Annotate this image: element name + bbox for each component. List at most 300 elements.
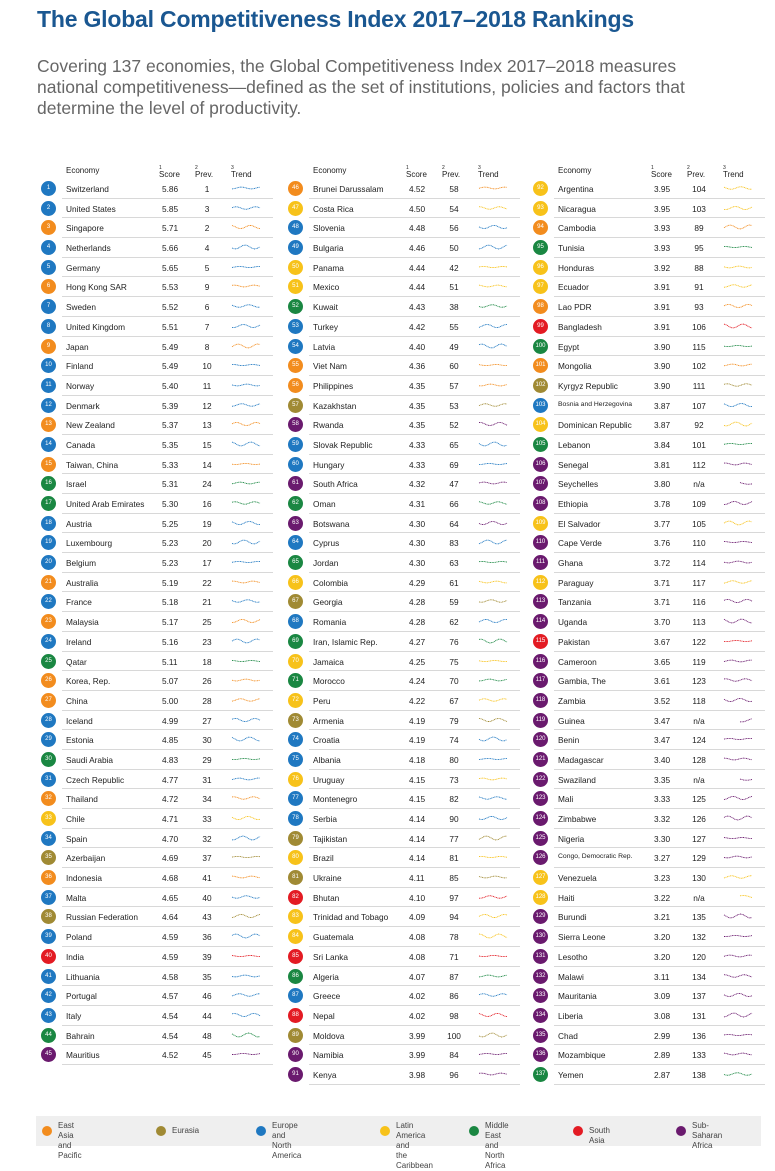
score-value: 3.08 <box>654 1010 671 1021</box>
prev-rank: 83 <box>449 538 459 549</box>
table-row <box>530 396 765 416</box>
score-value: 4.59 <box>162 932 179 943</box>
header-score <box>651 165 672 179</box>
economy-name: Honduras <box>558 262 594 273</box>
trend-sparkline <box>477 341 509 351</box>
table-row <box>38 277 273 297</box>
economy-name: Seychelles <box>558 479 599 490</box>
score-value: 4.44 <box>409 262 426 273</box>
trend-sparkline <box>722 1049 754 1059</box>
score-value: 3.92 <box>654 262 671 273</box>
prev-rank: 22 <box>202 577 212 588</box>
table-row <box>38 848 273 868</box>
economy-name: Sierra Leone <box>558 932 606 943</box>
prev-rank: 127 <box>692 833 706 844</box>
prev-rank: 26 <box>202 676 212 687</box>
trend-sparkline <box>477 1049 509 1059</box>
trend-sparkline <box>230 793 262 803</box>
score-value: 4.83 <box>162 754 179 765</box>
prev-rank: 47 <box>449 479 459 490</box>
rank-badge: 16 <box>41 476 56 491</box>
page-title: The Global Competitiveness Index 2017–2018 Rankings <box>37 6 634 32</box>
prev-rank: 94 <box>449 912 459 923</box>
trend-sparkline <box>477 301 509 311</box>
rank-badge: 84 <box>288 929 303 944</box>
economy-name: Saudi Arabia <box>66 754 114 765</box>
score-value: 5.53 <box>162 282 179 293</box>
economy-name: Bosnia and Herzegovina <box>558 400 633 408</box>
score-value: 3.61 <box>654 676 671 687</box>
score-value: 4.52 <box>409 184 426 194</box>
trend-sparkline <box>230 911 262 921</box>
prev-rank: 66 <box>449 499 459 509</box>
economy-name: Australia <box>66 577 99 588</box>
table-row <box>530 652 765 672</box>
table-row <box>285 533 520 553</box>
trend-sparkline <box>230 1030 262 1040</box>
rank-badge: 69 <box>288 634 303 649</box>
table-row <box>38 691 273 711</box>
table-row <box>285 907 520 927</box>
score-value: 4.64 <box>162 912 179 923</box>
economy-name: Mauritania <box>558 991 597 1002</box>
trend-sparkline <box>230 222 262 232</box>
economy-name: New Zealand <box>66 420 115 431</box>
economy-name: Benin <box>558 735 580 746</box>
economy-name: Algeria <box>313 971 339 982</box>
prev-rank: 51 <box>449 282 459 293</box>
header-score <box>159 165 180 179</box>
table-row <box>530 179 765 199</box>
table-row <box>285 967 520 987</box>
score-value: 3.11 <box>654 971 670 982</box>
table-row <box>285 297 520 317</box>
trend-sparkline <box>722 478 754 488</box>
score-value: 4.42 <box>409 321 426 332</box>
table-row <box>530 553 765 573</box>
prev-rank: 98 <box>449 1010 459 1021</box>
table-row <box>285 376 520 396</box>
rank-badge: 112 <box>533 575 548 590</box>
economy-name: Czech Republic <box>66 774 125 785</box>
rankings-column-2 <box>285 162 520 1085</box>
prev-rank: 7 <box>204 321 210 332</box>
legend-dot <box>469 1126 479 1136</box>
score-value: 5.86 <box>162 184 179 194</box>
score-value: 4.14 <box>409 814 426 824</box>
rank-badge: 89 <box>288 1028 303 1043</box>
rank-badge: 85 <box>288 949 303 964</box>
header-economy: Economy <box>558 166 592 175</box>
trend-sparkline <box>230 1010 262 1020</box>
trend-sparkline <box>477 1069 509 1079</box>
prev-rank: 11 <box>202 380 212 391</box>
trend-sparkline <box>722 222 754 232</box>
score-value: 4.02 <box>409 991 426 1002</box>
economy-name: Zimbabwe <box>558 814 597 824</box>
table-row <box>285 455 520 475</box>
prev-rank: 65 <box>449 439 459 450</box>
economy-name: Ecuador <box>558 282 589 293</box>
trend-sparkline <box>230 301 262 311</box>
table-row <box>530 632 765 652</box>
score-value: 4.59 <box>162 951 179 962</box>
score-value: 5.52 <box>162 302 179 313</box>
trend-sparkline <box>722 400 754 410</box>
prev-rank: 74 <box>449 735 459 746</box>
prev-rank: 95 <box>694 243 704 254</box>
prev-rank: 104 <box>692 184 706 194</box>
table-row <box>530 927 765 947</box>
score-value: 5.11 <box>162 656 178 667</box>
table-row <box>530 337 765 357</box>
score-value: 3.65 <box>654 656 671 667</box>
table-row <box>530 711 765 731</box>
rank-badge: 127 <box>533 870 548 885</box>
economy-name: Ukraine <box>313 873 342 884</box>
table-row <box>38 947 273 967</box>
score-value: 4.54 <box>162 1010 179 1021</box>
table-row <box>285 514 520 534</box>
score-value: 5.33 <box>162 459 179 470</box>
prev-rank: 110 <box>692 538 706 549</box>
prev-rank: 39 <box>202 951 212 962</box>
trend-sparkline <box>722 636 754 646</box>
rank-badge: 87 <box>288 988 303 1003</box>
score-value: 3.93 <box>654 243 671 254</box>
economy-name: Georgia <box>313 597 343 608</box>
table-row <box>38 612 273 632</box>
table-row <box>530 750 765 770</box>
rank-badge: 42 <box>41 988 56 1003</box>
economy-name: Sri Lanka <box>313 951 349 962</box>
economy-name: Nigeria <box>558 833 585 844</box>
score-value: 4.15 <box>409 774 426 785</box>
trend-sparkline <box>477 577 509 587</box>
score-value: 3.35 <box>654 774 671 785</box>
score-value: 5.39 <box>162 400 179 411</box>
economy-name: Iran, Islamic Rep. <box>313 636 378 647</box>
trend-sparkline <box>722 1069 754 1079</box>
header-economy: Economy <box>313 166 347 175</box>
table-row <box>530 1065 765 1085</box>
region-legend <box>36 1116 761 1170</box>
rank-badge: 109 <box>533 516 548 531</box>
score-value: 4.32 <box>409 479 426 490</box>
header-trend-label: Trend <box>231 170 252 179</box>
trend-sparkline <box>477 695 509 705</box>
rank-badge: 95 <box>533 240 548 255</box>
rank-badge: 39 <box>41 929 56 944</box>
legend-label-line1: Latin America and <box>396 1121 426 1150</box>
economy-name: Haiti <box>558 892 575 903</box>
rank-badge: 19 <box>41 535 56 550</box>
rank-badge: 99 <box>533 319 548 334</box>
table-row <box>285 986 520 1006</box>
prev-rank: 46 <box>202 991 212 1002</box>
prev-rank: 60 <box>449 361 459 372</box>
prev-rank: 124 <box>692 735 706 746</box>
trend-sparkline <box>477 971 509 981</box>
economy-name: Albania <box>313 754 341 765</box>
trend-sparkline <box>477 498 509 508</box>
prev-rank: 34 <box>202 794 212 805</box>
rank-badge: 93 <box>533 201 548 216</box>
rank-badge: 38 <box>41 909 56 924</box>
rank-badge: 82 <box>288 890 303 905</box>
score-value: 4.24 <box>409 676 426 687</box>
economy-name: Nicaragua <box>558 203 596 214</box>
table-row <box>38 592 273 612</box>
rank-badge: 62 <box>288 496 303 511</box>
prev-rank: 119 <box>692 656 706 667</box>
rank-badge: 58 <box>288 417 303 432</box>
trend-sparkline <box>477 183 509 193</box>
rank-badge: 83 <box>288 909 303 924</box>
economy-name: Peru <box>313 695 331 706</box>
table-row <box>530 671 765 691</box>
economy-name: Sweden <box>66 302 96 313</box>
trend-sparkline <box>477 636 509 646</box>
score-value: 3.23 <box>654 873 671 884</box>
prev-rank: 54 <box>449 203 459 214</box>
table-row <box>38 986 273 1006</box>
economy-name: Pakistan <box>558 636 590 647</box>
score-value: 5.00 <box>162 695 179 706</box>
prev-rank: n/a <box>693 479 705 490</box>
economy-name: Uganda <box>558 617 588 628</box>
legend-dot <box>156 1126 166 1136</box>
table-row <box>38 258 273 278</box>
trend-sparkline <box>722 380 754 390</box>
rank-badge: 136 <box>533 1047 548 1062</box>
prev-rank: 86 <box>449 991 459 1002</box>
table-row <box>38 415 273 435</box>
rank-badge: 125 <box>533 831 548 846</box>
prev-rank: 9 <box>204 282 210 293</box>
score-value: 3.90 <box>654 380 671 391</box>
score-value: 3.91 <box>654 282 671 293</box>
legend-dot <box>380 1126 390 1136</box>
score-value: 3.27 <box>654 853 671 864</box>
score-value: 4.28 <box>409 617 426 628</box>
score-value: 3.32 <box>654 814 671 824</box>
economy-name: Luxembourg <box>66 538 113 549</box>
prev-rank: 37 <box>202 853 212 864</box>
prev-rank: 92 <box>694 420 704 431</box>
rank-badge: 98 <box>533 299 548 314</box>
score-value: 3.90 <box>654 341 671 352</box>
table-row <box>285 612 520 632</box>
rank-badge: 134 <box>533 1008 548 1023</box>
trend-sparkline <box>230 695 262 705</box>
rank-badge: 33 <box>41 811 56 826</box>
table-row <box>530 986 765 1006</box>
prev-rank: 88 <box>694 262 704 273</box>
trend-sparkline <box>722 439 754 449</box>
rank-badge: 46 <box>288 181 303 196</box>
economy-name: India <box>66 951 84 962</box>
trend-sparkline <box>230 734 262 744</box>
prev-rank: 30 <box>202 735 212 746</box>
economy-name: Japan <box>66 341 89 352</box>
trend-sparkline <box>722 656 754 666</box>
economy-name: Dominican Republic <box>558 420 632 431</box>
economy-name: South Africa <box>313 479 358 490</box>
prev-rank: 78 <box>449 932 459 943</box>
table-row <box>285 317 520 337</box>
trend-sparkline <box>722 813 754 823</box>
table-row <box>530 317 765 337</box>
prev-rank: 8 <box>204 341 210 352</box>
trend-sparkline <box>230 852 262 862</box>
table-row <box>285 691 520 711</box>
table-row <box>530 277 765 297</box>
economy-name: Netherlands <box>66 243 111 254</box>
economy-name: Congo, Democratic Rep. <box>558 853 633 861</box>
economy-name: Kazakhstan <box>313 400 357 411</box>
trend-sparkline <box>722 951 754 961</box>
score-value: 4.99 <box>162 715 179 726</box>
table-row <box>38 789 273 809</box>
table-row <box>285 238 520 258</box>
score-value: 4.28 <box>409 597 426 608</box>
prev-rank: 71 <box>449 951 459 962</box>
score-value: 4.14 <box>409 853 426 864</box>
prev-rank: 36 <box>202 932 212 943</box>
prev-rank: 115 <box>692 341 706 352</box>
economy-name: Panama <box>313 262 344 273</box>
economy-name: Gambia, The <box>558 676 606 687</box>
score-value: 4.85 <box>162 735 179 746</box>
trend-sparkline <box>230 262 262 272</box>
legend-label-line1: South Asia <box>589 1126 610 1145</box>
trend-sparkline <box>477 774 509 784</box>
rank-badge: 74 <box>288 732 303 747</box>
prev-rank: 41 <box>202 873 212 884</box>
legend-label-line2: Pacific <box>58 1151 82 1160</box>
trend-sparkline <box>477 242 509 252</box>
economy-name: United States <box>66 203 116 214</box>
rank-badge: 60 <box>288 457 303 472</box>
rank-badge: 115 <box>533 634 548 649</box>
rank-badge: 48 <box>288 220 303 235</box>
rank-badge: 15 <box>41 457 56 472</box>
table-row <box>285 809 520 829</box>
rank-badge: 117 <box>533 673 548 688</box>
table-row <box>285 789 520 809</box>
prev-rank: n/a <box>693 892 705 903</box>
score-value: 4.11 <box>409 873 425 884</box>
rank-badge: 3 <box>41 220 56 235</box>
legend-label <box>485 1121 509 1171</box>
score-value: 4.71 <box>162 814 179 824</box>
economy-name: United Kingdom <box>66 321 126 332</box>
rank-badge: 59 <box>288 437 303 452</box>
economy-name: Liberia <box>558 1010 583 1021</box>
trend-sparkline <box>230 203 262 213</box>
economy-name: Bahrain <box>66 1030 95 1041</box>
prev-rank: 48 <box>202 1030 212 1041</box>
score-value: 5.23 <box>162 538 179 549</box>
rank-badge: 12 <box>41 398 56 413</box>
rank-badge: 22 <box>41 594 56 609</box>
table-row <box>285 711 520 731</box>
rank-badge: 50 <box>288 260 303 275</box>
rank-badge: 73 <box>288 713 303 728</box>
score-value: 3.91 <box>654 321 671 332</box>
prev-rank: 14 <box>202 459 212 470</box>
table-header <box>38 162 273 179</box>
economy-name: Denmark <box>66 400 100 411</box>
table-row <box>38 711 273 731</box>
table-row <box>38 337 273 357</box>
rank-badge: 26 <box>41 673 56 688</box>
trend-sparkline <box>722 1010 754 1020</box>
prev-rank: 64 <box>449 518 459 529</box>
legend-label <box>396 1121 433 1171</box>
legend-label-line2: North Africa <box>485 1151 506 1170</box>
trend-sparkline <box>477 754 509 764</box>
prev-rank: 117 <box>692 577 706 588</box>
prev-rank: 31 <box>202 774 212 785</box>
table-row <box>530 1006 765 1026</box>
score-value: 3.84 <box>654 439 671 450</box>
table-row <box>38 435 273 455</box>
trend-sparkline <box>477 1010 509 1020</box>
economy-name: Lebanon <box>558 439 591 450</box>
prev-rank: 20 <box>202 538 212 549</box>
rank-badge: 10 <box>41 358 56 373</box>
score-value: 5.65 <box>162 262 179 273</box>
rank-badge: 77 <box>288 791 303 806</box>
table-row <box>285 888 520 908</box>
score-value: 4.33 <box>409 439 426 450</box>
header-trend-note: 3 <box>231 165 234 171</box>
prev-rank: 138 <box>692 1069 706 1080</box>
trend-sparkline <box>230 380 262 390</box>
rank-badge: 132 <box>533 969 548 984</box>
header-prev-label: Prev. <box>442 170 461 179</box>
economy-name: Finland <box>66 361 94 372</box>
table-row <box>530 199 765 219</box>
rank-badge: 75 <box>288 752 303 767</box>
prev-rank: 59 <box>449 597 459 608</box>
table-row <box>530 829 765 849</box>
legend-label-line1: Eurasia <box>172 1126 200 1135</box>
trend-sparkline <box>230 341 262 351</box>
trend-sparkline <box>230 892 262 902</box>
economy-name: Qatar <box>66 656 87 667</box>
score-value: 4.14 <box>409 833 426 844</box>
economy-name: Oman <box>313 499 336 509</box>
rank-badge: 5 <box>41 260 56 275</box>
economy-name: Viet Nam <box>313 361 347 372</box>
economy-name: Chad <box>558 1030 578 1041</box>
score-value: 4.07 <box>409 971 426 982</box>
trend-sparkline <box>477 616 509 626</box>
prev-rank: n/a <box>693 715 705 726</box>
score-value: 3.76 <box>654 538 671 549</box>
trend-sparkline <box>230 872 262 882</box>
trend-sparkline <box>722 971 754 981</box>
rank-badge: 110 <box>533 535 548 550</box>
trend-sparkline <box>722 675 754 685</box>
table-row <box>285 356 520 376</box>
economy-name: Montenegro <box>313 794 358 805</box>
economy-name: Malawi <box>558 971 584 982</box>
score-value: 5.16 <box>162 636 179 647</box>
